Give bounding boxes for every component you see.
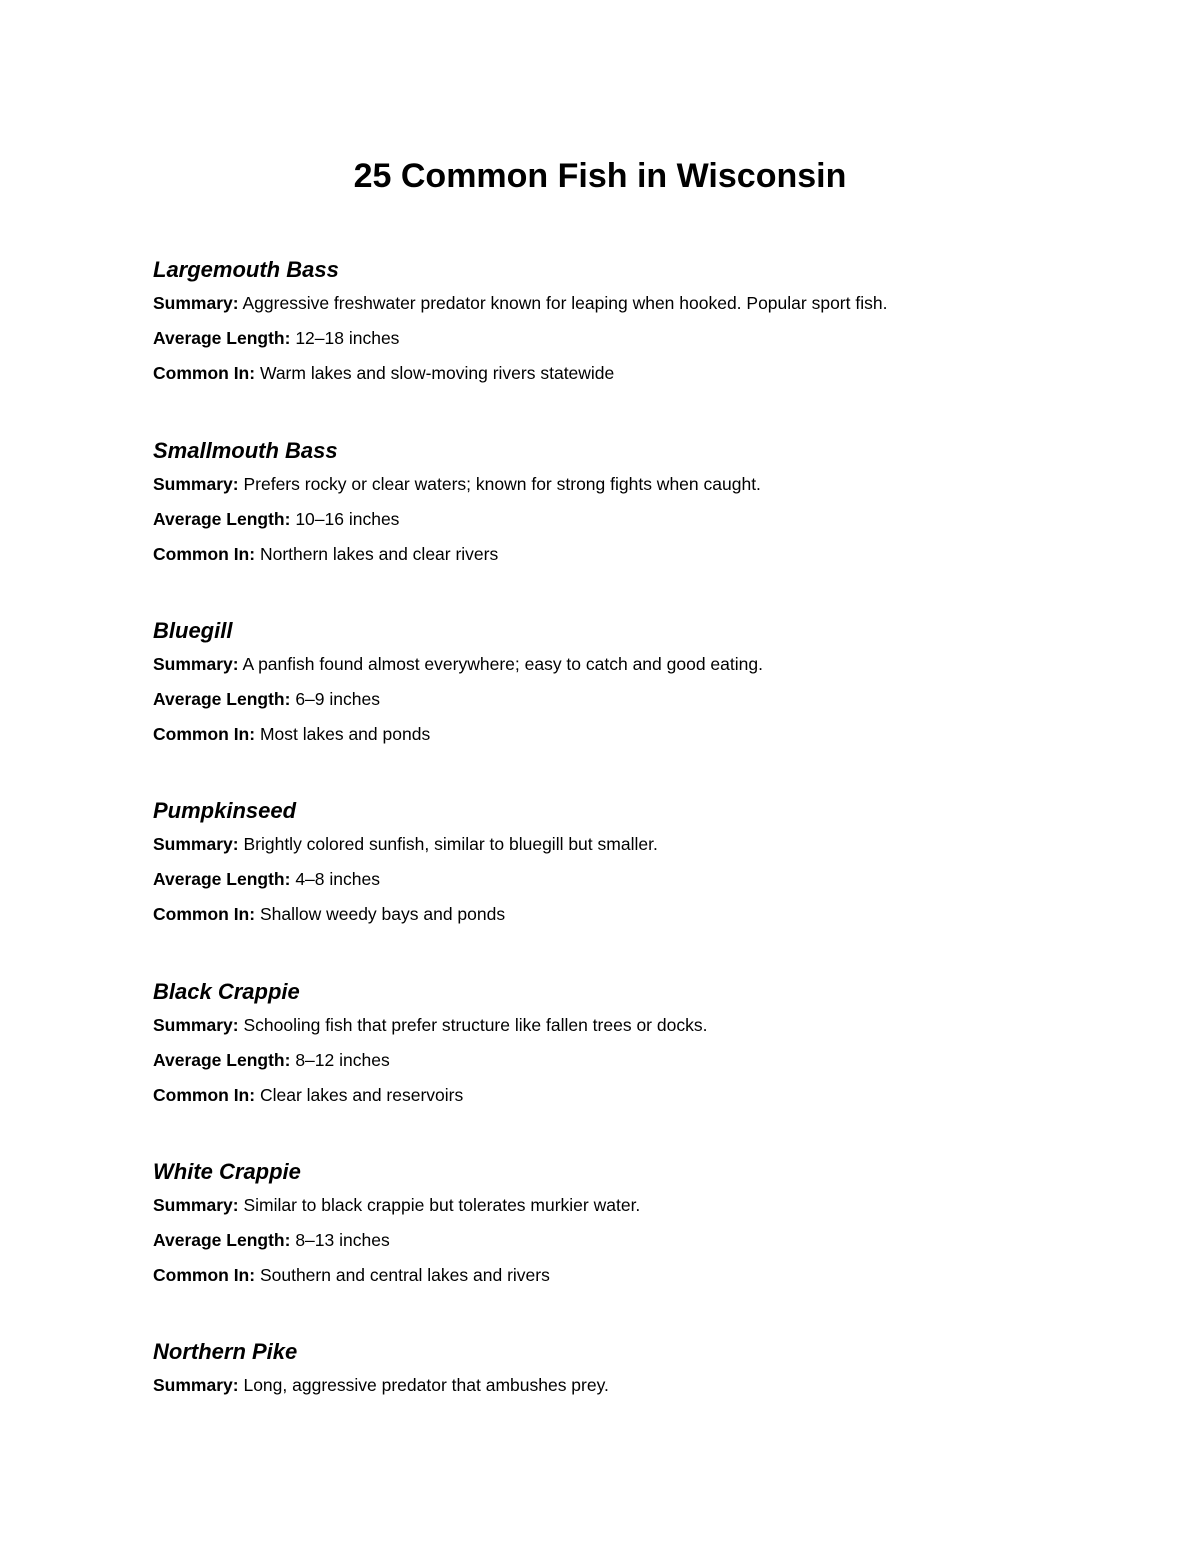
summary-value: Similar to black crappie but tolerates murkier water. bbox=[243, 1195, 641, 1215]
common-in-value: Shallow weedy bays and ponds bbox=[259, 904, 506, 924]
fish-summary bbox=[153, 1013, 1113, 1048]
fish-name: Northern Pike bbox=[153, 1339, 298, 1364]
fish-summary bbox=[153, 291, 1113, 326]
common-in-value: Southern and central lakes and rivers bbox=[259, 1265, 550, 1285]
fish-name: Black Crappie bbox=[153, 979, 300, 1004]
fish-entry-pumpkinseed bbox=[153, 796, 1113, 937]
fish-name: White Crappie bbox=[153, 1159, 301, 1184]
fish-average-length bbox=[153, 1228, 1113, 1263]
common-in-label: Common In: bbox=[153, 1085, 256, 1105]
average-length-label: Average Length: bbox=[153, 509, 291, 529]
fish-entry-white-crappie bbox=[153, 1157, 1113, 1298]
average-length-label: Average Length: bbox=[153, 1230, 291, 1250]
summary-label: Summary: bbox=[153, 1015, 239, 1035]
summary-value: Long, aggressive predator that ambushes prey. bbox=[243, 1375, 609, 1395]
summary-label: Summary: bbox=[153, 1195, 239, 1215]
common-in-label: Common In: bbox=[153, 544, 256, 564]
average-length-value: 12–18 inches bbox=[295, 328, 400, 348]
average-length-label: Average Length: bbox=[153, 689, 291, 709]
summary-label: Summary: bbox=[153, 1375, 239, 1395]
fish-common-in bbox=[153, 1083, 1113, 1118]
common-in-value: Warm lakes and slow-moving rivers statewide bbox=[259, 363, 615, 383]
fish-summary bbox=[153, 472, 1113, 507]
average-length-label: Average Length: bbox=[153, 328, 291, 348]
common-in-label: Common In: bbox=[153, 724, 256, 744]
fish-common-in bbox=[153, 361, 1113, 396]
summary-value: Aggressive freshwater predator known for leaping when hooked. Popular sport fish. bbox=[242, 293, 888, 313]
common-in-value: Clear lakes and reservoirs bbox=[259, 1085, 464, 1105]
fish-common-in bbox=[153, 542, 1113, 577]
average-length-value: 6–9 inches bbox=[295, 689, 380, 709]
average-length-value: 8–13 inches bbox=[295, 1230, 390, 1250]
fish-name: Bluegill bbox=[153, 618, 233, 643]
common-in-label: Common In: bbox=[153, 363, 256, 383]
average-length-value: 10–16 inches bbox=[295, 509, 400, 529]
summary-value: A panfish found almost everywhere; easy to catch and good eating. bbox=[242, 654, 763, 674]
fish-average-length bbox=[153, 507, 1113, 542]
fish-entry-largemouth-bass bbox=[153, 255, 1113, 396]
summary-value: Prefers rocky or clear waters; known for strong fights when caught. bbox=[243, 474, 761, 494]
common-in-value: Most lakes and ponds bbox=[259, 724, 431, 744]
common-in-label: Common In: bbox=[153, 1265, 256, 1285]
fish-common-in bbox=[153, 722, 1113, 757]
average-length-label: Average Length: bbox=[153, 1050, 291, 1070]
summary-label: Summary: bbox=[153, 474, 239, 494]
fish-average-length bbox=[153, 326, 1113, 361]
fish-name: Pumpkinseed bbox=[153, 798, 297, 823]
fish-summary bbox=[153, 652, 1113, 687]
fish-entry-black-crappie bbox=[153, 977, 1113, 1118]
fish-common-in bbox=[153, 1263, 1113, 1298]
fish-entry-bluegill bbox=[153, 616, 1113, 757]
summary-label: Summary: bbox=[153, 293, 239, 313]
fish-average-length bbox=[153, 687, 1113, 722]
average-length-label: Average Length: bbox=[153, 869, 291, 889]
fish-name: Largemouth Bass bbox=[153, 257, 339, 282]
fish-average-length bbox=[153, 867, 1113, 902]
summary-label: Summary: bbox=[153, 834, 239, 854]
fish-name: Smallmouth Bass bbox=[153, 438, 338, 463]
fish-summary bbox=[153, 832, 1113, 867]
common-in-value: Northern lakes and clear rivers bbox=[259, 544, 499, 564]
common-in-label: Common In: bbox=[153, 904, 256, 924]
summary-value: Schooling fish that prefer structure like fallen trees or docks. bbox=[243, 1015, 708, 1035]
fish-summary bbox=[153, 1193, 1113, 1228]
document-title: 25 Common Fish in Wisconsin bbox=[353, 157, 847, 195]
fish-summary bbox=[153, 1373, 1113, 1408]
fish-entry-northern-pike bbox=[153, 1337, 1113, 1408]
average-length-value: 8–12 inches bbox=[295, 1050, 390, 1070]
summary-value: Brightly colored sunfish, similar to bluegill but smaller. bbox=[243, 834, 658, 854]
summary-label: Summary: bbox=[153, 654, 239, 674]
fish-average-length bbox=[153, 1048, 1113, 1083]
fish-entry-smallmouth-bass bbox=[153, 436, 1113, 577]
average-length-value: 4–8 inches bbox=[295, 869, 380, 889]
fish-common-in bbox=[153, 902, 1113, 937]
